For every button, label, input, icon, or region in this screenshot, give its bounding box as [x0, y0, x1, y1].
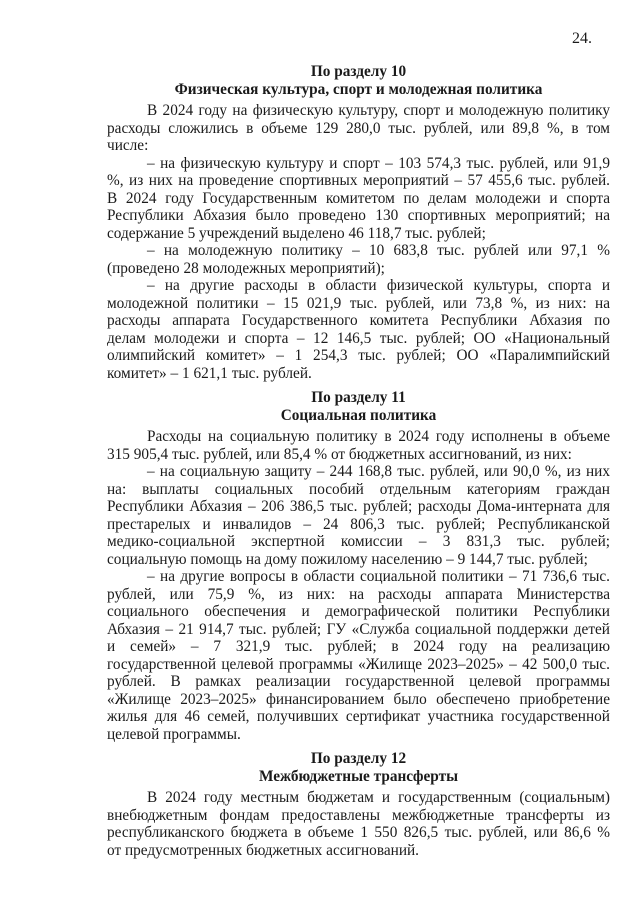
- text-line: расходы сложились в объеме 129 280,0 тыс. рублей, или 89,8 %, в том: [107, 119, 610, 137]
- text-line: жилья для 46 семей, получивших сертификат участника государственной: [107, 708, 610, 725]
- text-line: социального обеспечения и демографической политики Республики: [107, 603, 610, 620]
- paragraph: [107, 242, 610, 277]
- text-line: числе:: [107, 137, 149, 154]
- page-number: 24.: [572, 30, 592, 47]
- section: [107, 63, 610, 382]
- section-heading: По разделу 10: [310, 63, 407, 80]
- text-line: В 2024 году Государственным комитетом по делам молодежи и спорта: [107, 189, 610, 207]
- section-heading: По разделу 12: [310, 750, 407, 767]
- text-line: – на социальную защиту – 244 168,8 тыс. рублей, или 90,0 %, из них: [147, 463, 610, 480]
- document-body: [107, 63, 610, 866]
- paragraph: [107, 155, 610, 243]
- text-line: рублей, или 75,9 %, из них: на расходы аппарата Министерства: [107, 585, 610, 603]
- text-line: В 2024 году местным бюджетам и государственным (социальным): [147, 789, 610, 806]
- text-line: Абхазия – 21 914,7 тыс. рублей; ГУ «Служба социальной поддержки детей: [107, 620, 610, 638]
- text-line: Республики Абхазия было проведено 130 спортивных мероприятий; на: [107, 207, 610, 224]
- paragraph: [107, 463, 610, 568]
- text-line: социальную помощь на дому пожилому населению – 9 144,7 тыс. рублей;: [107, 550, 588, 568]
- text-line: целевой программы.: [107, 725, 241, 743]
- text-line: (проведено 28 молодежных мероприятий);: [107, 259, 385, 277]
- text-line: от предусмотренных бюджетных ассигнований.: [107, 841, 420, 859]
- paragraph: [107, 428, 610, 463]
- section: [107, 750, 610, 859]
- text-line: Расходы на социальную политику в 2024 году исполнены в объеме: [147, 428, 610, 445]
- text-line: республиканского бюджета в объеме 1 550 826,5 тыс. рублей, или 86,6 %: [107, 824, 610, 841]
- text-line: на: выплаты социальных пособий отдельным категориям граждан: [107, 480, 610, 498]
- text-line: государственной целевой программы «Жилище 2023–2025» – 42 500,0 тыс.: [107, 655, 610, 673]
- text-line: 315 905,4 тыс. рублей, или 85,4 % от бюджетных ассигнований, из них:: [107, 445, 572, 463]
- paragraph: [107, 277, 610, 382]
- section-heading: По разделу 11: [311, 389, 406, 406]
- text-line: и семей» – 7 321,9 тыс. рублей; в 2024 году на реализацию: [107, 638, 610, 655]
- text-line: рублей. В рамках реализации государственной целевой программы: [107, 673, 610, 690]
- text-line: расходы аппарата Государственного комитета Республики Абхазия по: [107, 312, 610, 329]
- text-line: – на физическую культуру и спорт – 103 574,3 тыс. рублей, или 91,9: [147, 154, 610, 172]
- text-line: престарелых и инвалидов – 24 806,3 тыс. рублей; Республиканской: [107, 515, 610, 533]
- text-line: олимпийский комитет» – 1 254,3 тыс. рублей; ОО «Паралимпийский: [107, 347, 610, 364]
- section-title: Социальная политика: [280, 406, 437, 424]
- text-line: «Жилище 2023–2025» финансированием было обеспечено приобретение: [107, 690, 610, 708]
- section-title: Физическая культура, спорт и молодежная политика: [174, 80, 543, 98]
- paragraph: [107, 789, 610, 859]
- text-line: комитет» – 1 621,1 тыс. рублей.: [107, 364, 312, 382]
- section: [107, 389, 610, 743]
- text-line: внебюджетным фондам предоставлены межбюджетные трансферты из: [107, 806, 610, 824]
- text-line: %, из них на проведение спортивных мероприятий – 57 455,6 тыс. рублей.: [107, 172, 610, 189]
- text-line: Республики Абхазия – 206 386,5 тыс. рублей; расходы Дома-интерната для: [107, 498, 610, 515]
- paragraph: [107, 102, 610, 155]
- text-line: В 2024 году на физическую культуру, спорт и молодежную политику: [147, 102, 610, 119]
- section-title: Межбюджетные трансферты: [258, 767, 459, 785]
- text-line: молодежной политики – 15 021,9 тыс. рублей, или 73,8 %, из них: на: [107, 294, 610, 312]
- text-line: делам молодежи и спорта – 12 146,5 тыс. рублей; ОО «Национальный: [107, 329, 610, 347]
- text-line: – на другие расходы в области физической культуры, спорта и: [147, 277, 610, 294]
- text-line: – на молодежную политику – 10 683,8 тыс. рублей или 97,1 %: [147, 242, 610, 259]
- paragraph: [107, 568, 610, 743]
- text-line: содержание 5 учреждений выделено 46 118,7 тыс. рублей;: [107, 224, 486, 242]
- text-line: медико-социальной экспертной комиссии – 3 831,3 тыс. рублей;: [107, 533, 610, 550]
- text-line: – на другие вопросы в области социальной политики – 71 736,6 тыс.: [147, 568, 610, 585]
